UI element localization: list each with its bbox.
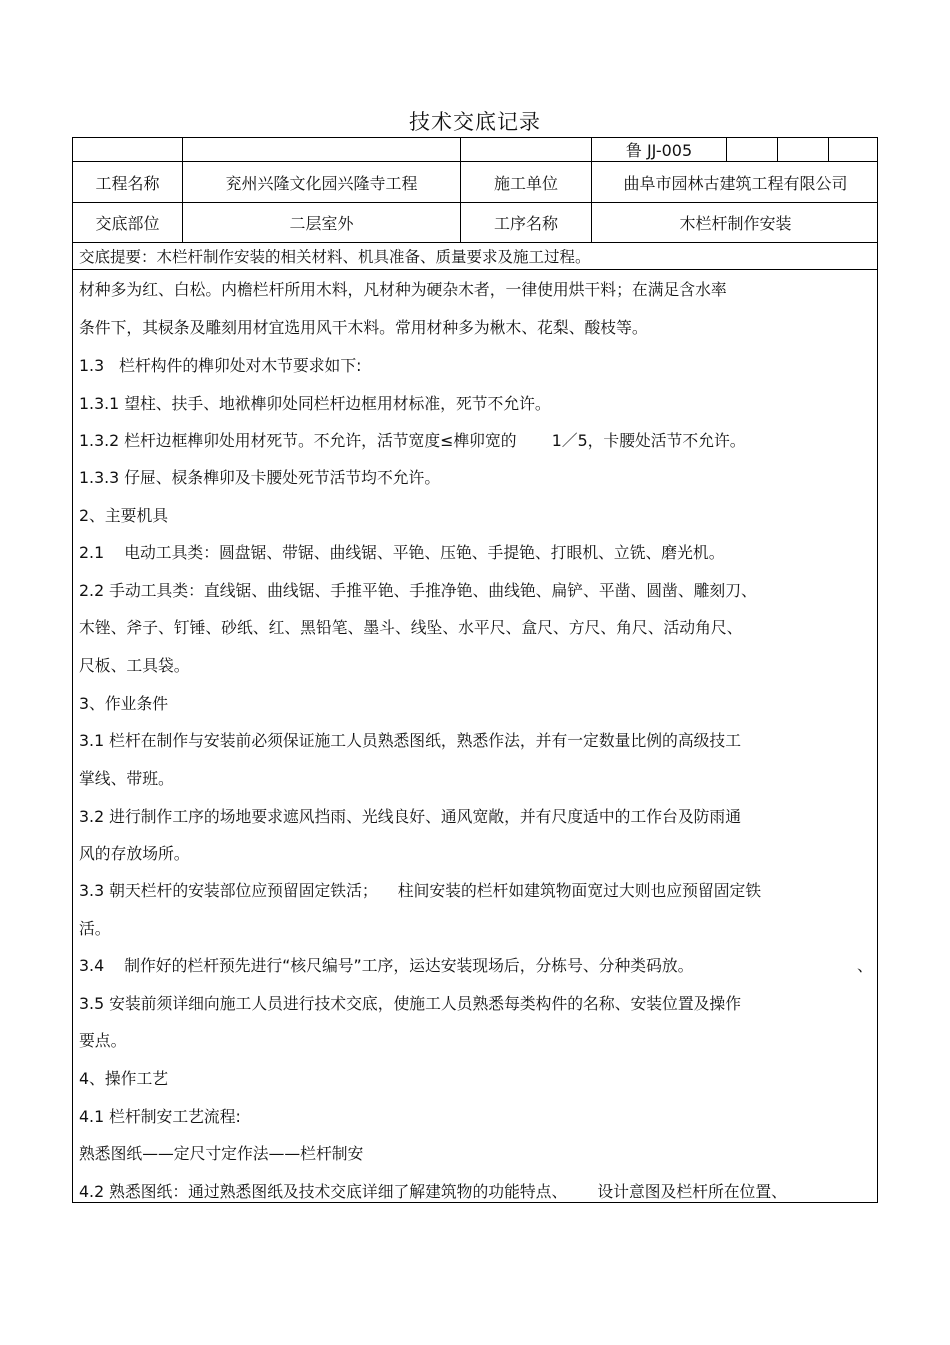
body-line: 木锉、斧子、钉锤、砂纸、红、黑铅笔、墨斗、线坠、水平尺、盒尺、方尺、角尺、活动角尺、 <box>79 618 743 637</box>
body-line: 要点。 <box>79 1031 127 1050</box>
project-label: 工程名称 <box>95 173 160 193</box>
process-value: 木栏杆制作安装 <box>591 203 879 242</box>
body-line: 3.3 朝天栏杆的安装部位应预留固定铁活； 柱间安装的栏杆如建筑物面宽过大则也应预留固定铁 <box>79 881 762 900</box>
body-line: 3、作业条件 <box>79 694 169 713</box>
body-line: 2.2 手动工具类：直线锯、曲线锯、手推平铯、手推净铯、曲线铯、扁铲、平凿、圆凿、雕刻刀、 <box>79 581 757 600</box>
body-line: 4.1 栏杆制安工艺流程: <box>79 1107 241 1126</box>
body-line: 1.3.1 望柱、扶手、地袱榫卯处同栏杆边框用材标准，死节不允许。 <box>79 394 551 413</box>
page-title: 技术交底记录 <box>409 110 541 134</box>
body-line: 活。 <box>79 919 111 938</box>
body-line: 尺板、工具袋。 <box>79 656 190 675</box>
part-row <box>73 203 877 243</box>
body-line: 2、主要机具 <box>79 506 169 525</box>
body-line: 4.2 熟悉图纸：通过熟悉图纸及技术交底详细了解建筑物的功能特点、 设计意图及栏杆所在位置、 <box>79 1182 787 1201</box>
form-code: 鲁 JJ-005 <box>591 138 726 161</box>
code-blank-1 <box>73 138 182 161</box>
project-value: 兖州兴隆文化园兴隆寺工程 <box>182 162 460 202</box>
body-line: 熟悉图纸——定尺寸定作法——栏杆制安 <box>79 1144 364 1163</box>
code-blank-3 <box>460 138 591 161</box>
body-line: 1.3 栏杆构件的榫卯处对木节要求如下: <box>79 356 362 375</box>
code-row <box>73 138 877 162</box>
body-line: 3.1 栏杆在制作与安装前必须保证施工人员熟悉图纸，熟悉作法，并有一定数量比例的高级技工 <box>79 731 742 750</box>
body-line: 掌线、带班。 <box>79 769 174 788</box>
code-box-1 <box>726 138 777 161</box>
body-line: 1.3.3 仔屉、棂条榫卯及卡腰处死节活节均不允许。 <box>79 468 441 487</box>
record-form <box>72 137 878 1203</box>
contractor-value: 曲阜市园林古建筑工程有限公司 <box>591 162 879 202</box>
code-box-2 <box>777 138 828 161</box>
body-line: 3.2 进行制作工序的场地要求遮风挡雨、光线良好、通风宽敞，并有尺度适中的工作台及防雨通 <box>79 807 742 826</box>
part-label: 交底部位 <box>95 214 160 233</box>
body-line: 4、操作工艺 <box>79 1069 169 1088</box>
contractor-label: 施工单位 <box>460 162 591 202</box>
process-label: 工序名称 <box>460 203 591 242</box>
body-line: 风的存放场所。 <box>79 844 190 863</box>
stray-mark: 、 <box>857 956 873 975</box>
code-blank-2 <box>182 138 460 161</box>
body-line: 材种多为红、白松。内檐栏杆所用木料，凡材种为硬杂木者，一律使用烘干料；在满足含水率 <box>79 280 727 299</box>
summary: 交底提要：木栏杆制作安装的相关材料、机具准备、质量要求及施工过程。 <box>73 243 877 270</box>
code-box-3 <box>828 138 879 161</box>
body-line: 1.3.2 栏杆边框榫卯处用材死节。不允许，活节宽度≤榫卯宽的 1／5，卡腰处活节不允许。 <box>79 431 746 450</box>
body-line: 条件下，其棂条及雕刻用材宜选用风干木料。常用材种多为楸木、花梨、酸枝等。 <box>79 318 648 337</box>
body-line: 3.4 制作好的栏杆预先进行“核尺编号”工序，运达安装现场后，分栋号、分种类码放。 <box>79 956 694 975</box>
project-row <box>73 162 877 203</box>
body-line: 2.1 电动工具类：圆盘锯、带锯、曲线锯、平铯、压铯、手提铯、打眼机、立铣、磨光机。 <box>79 543 725 562</box>
body-line: 3.5 安装前须详细向施工人员进行技术交底，使施工人员熟悉每类构件的名称、安装位置及操作 <box>79 994 742 1013</box>
part-value: 二层室外 <box>182 203 460 242</box>
